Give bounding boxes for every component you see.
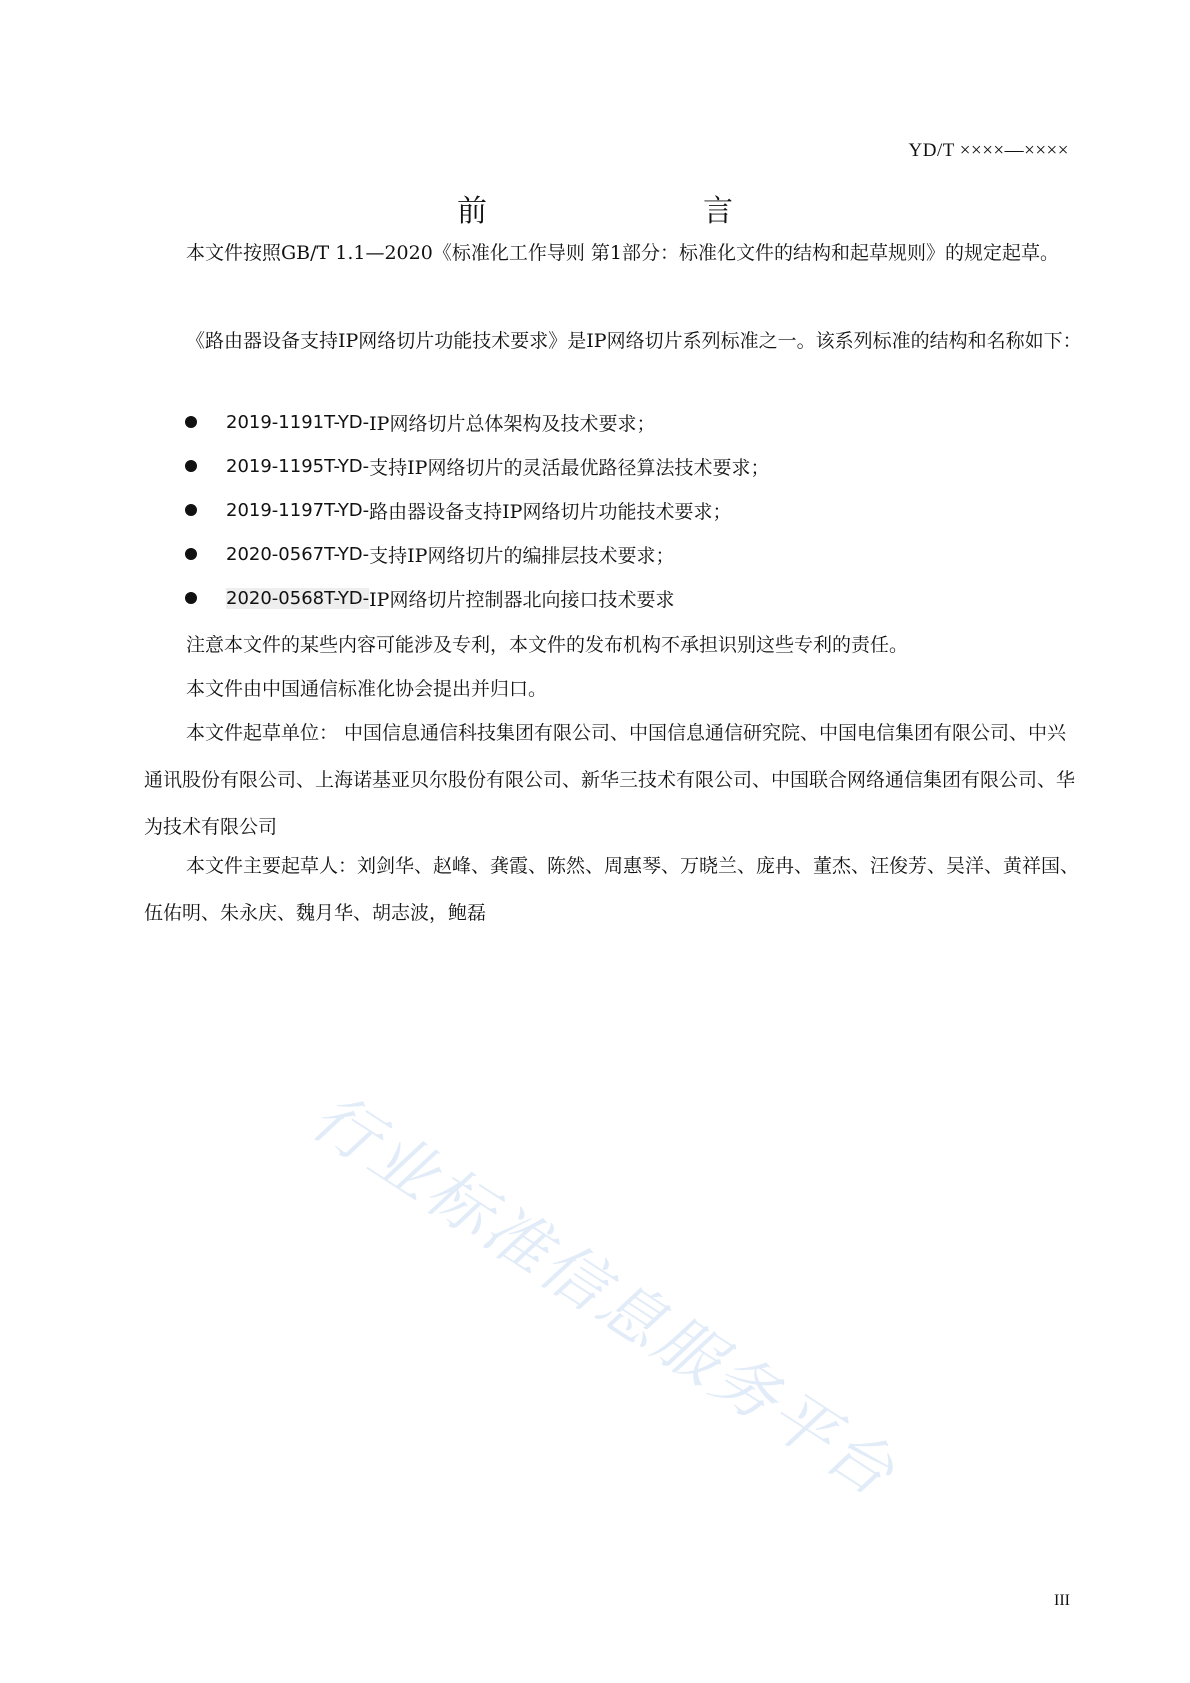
list-item: [185, 451, 769, 481]
list-item: [185, 407, 655, 437]
bullet-icon: [185, 548, 197, 560]
watermark: 行业标准信息服务平台: [298, 1080, 910, 1513]
list-item-code: 2019-1197T-YD-: [226, 499, 370, 521]
list-item-name: 支持IP网络切片的编排层技术要求；: [369, 544, 675, 567]
list-item-code: 2020-0568T-YD-: [226, 587, 370, 609]
list-item-name: IP网络切片总体架构及技术要求；: [369, 412, 656, 435]
paragraph-drafters: 本文件主要起草人：刘剑华、赵峰、龚霞、陈然、周惠琴、万晓兰、庞冉、董杰、汪俊芳、吴洋、黄祥国、伍佑明、朱永庆、魏月华、胡志波，鲍磊: [144, 855, 1080, 924]
paragraph-drafting-units: 本文件起草单位： 中国信息通信科技集团有限公司、中国信息通信研究院、中国电信集团有限公司、中兴通讯股份有限公司、上海诺基亚贝尔股份有限公司、新华三技术有限公司、中国联合网络通信集团有限公司、华为技术有限公司: [144, 722, 1076, 838]
paragraph-patent-notice: 注意本文件的某些内容可能涉及专利，本文件的发布机构不承担识别这些专利的责任。: [186, 634, 909, 656]
paragraph-proposer: 本文件由中国通信标准化协会提出并归口。: [186, 678, 548, 700]
list-item: [185, 539, 674, 569]
page-title: 前 言: [457, 194, 785, 229]
paragraph-series-intro: 《路由器设备支持IP网络切片功能技术要求》是IP网络切片系列标准之一。该系列标准的结构和名称如下：: [186, 330, 1082, 352]
list-item-code: 2020-0567T-YD-: [226, 543, 370, 565]
list-item-code: 2019-1191T-YD-: [226, 411, 370, 433]
list-item: [185, 495, 731, 525]
list-item: [185, 583, 674, 613]
list-item-code: 2019-1195T-YD-: [226, 455, 370, 477]
list-item-name: 路由器设备支持IP网络切片功能技术要求；: [369, 500, 732, 523]
standard-code: YD/T ××××—××××: [908, 140, 1069, 161]
bullet-icon: [185, 460, 197, 472]
bullet-icon: [185, 592, 197, 604]
page-number: III: [1054, 1592, 1070, 1609]
list-item-name: 支持IP网络切片的灵活最优路径算法技术要求；: [369, 456, 770, 479]
paragraph-drafting-rules: 本文件按照GB/T 1.1—2020《标准化工作导则 第1部分：标准化文件的结构和起草规则》的规定起草。: [186, 242, 1059, 264]
list-item-name: IP网络切片控制器北向接口技术要求: [369, 588, 675, 611]
bullet-icon: [185, 504, 197, 516]
bullet-icon: [185, 416, 197, 428]
